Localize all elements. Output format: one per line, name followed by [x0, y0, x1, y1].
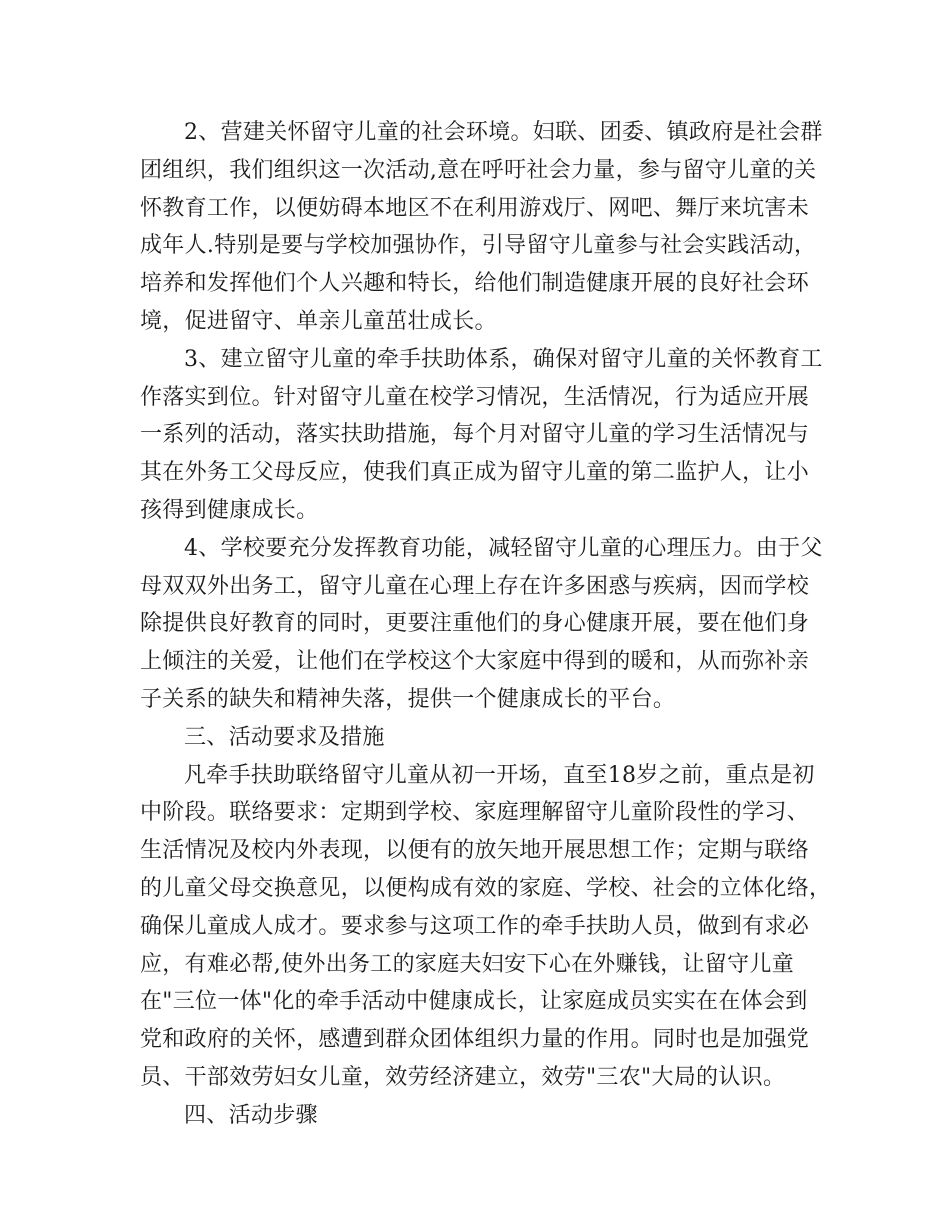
text-line: 凡牵手扶助联络留守儿童从初一开场，直至18岁之前，重点是初: [184, 762, 815, 788]
text-line: 中阶段。联络要求：定期到学校、家庭理解留守儿童阶段性的学习、: [140, 800, 810, 826]
text-line: 作落实到位。针对留守儿童在校学习情况，生活情况，行为适应开展: [140, 384, 810, 410]
text-line: 团组织，我们组织这一次活动,意在呼吁社会力量，参与留守儿童的关: [140, 157, 817, 183]
text-line: 的儿童父母交换意见，以便构成有效的家庭、学校、社会的立体化络，: [140, 875, 832, 901]
text-line: 4、学校要充分发挥教育功能，减轻留守儿童的心理压力。由于父: [184, 535, 823, 561]
paragraph-school-education: [140, 530, 823, 719]
text-line: 2、营建关怀留守儿童的社会环境。妇联、团委、镇政府是社会群: [184, 120, 823, 145]
text-line: 怀教育工作，以便妨碍本地区不在利用游戏厅、网吧、舞厅来坑害未: [140, 195, 810, 221]
paragraph-support-system: [140, 341, 823, 530]
paragraph-requirements-body: [140, 757, 832, 1097]
text-line: 境，促进留守、单亲儿童茁壮成长。: [140, 308, 497, 334]
text-line: 应，有难必帮,使外出务工的家庭夫妇安下心在外赚钱，让留守儿童: [140, 951, 794, 977]
text-line: 除提供良好教育的同时，更要注重他们的身心健康开展，要在他们身: [140, 611, 810, 637]
text-line: 其在外务工父母反应，使我们真正成为留守儿童的第二监护人，让小: [140, 460, 810, 486]
section-heading-requirements: 三、活动要求及措施: [184, 724, 385, 750]
text-line: 成年人.特别是要与学校加强协作，引导留守儿童参与社会实践活动，: [140, 233, 817, 259]
text-line: 母双双外出务工，留守儿童在心理上存在许多困惑与疾病，因而学校: [140, 573, 810, 599]
text-line: 员、干部效劳妇女儿童，效劳经济建立，效劳"三农"大局的认识。: [140, 1064, 786, 1090]
text-line: 上倾注的关爱，让他们在学校这个大家庭中得到的暖和，从而弥补亲: [140, 649, 810, 675]
paragraph-social-environment: [140, 114, 823, 341]
text-line: 确保儿童成人成才。要求参与这项工作的牵手扶助人员，做到有求必: [140, 913, 810, 939]
text-line: 3、建立留守儿童的牵手扶助体系，确保对留守儿童的关怀教育工: [184, 346, 823, 372]
text-line: 在"三位一体"化的牵手活动中健康成长，让家庭成员实实在在体会到: [140, 989, 808, 1015]
text-line: 党和政府的关怀，感遭到群众团体组织力量的作用。同时也是加强党: [140, 1027, 810, 1053]
text-line: 子关系的缺失和精神失落，提供一个健康成长的平台。: [140, 686, 676, 712]
document-body: [140, 114, 832, 1135]
section-heading-steps: 四、活动步骤: [184, 1102, 318, 1128]
text-line: 生活情况及校内外表现，以便有的放矢地开展思想工作；定期与联络: [140, 838, 810, 864]
text-line: 一系列的活动，落实扶助措施，每个月对留守儿童的学习生活情况与: [140, 422, 810, 448]
text-line: 培养和发挥他们个人兴趣和特长，给他们制造健康开展的良好社会环: [140, 271, 810, 297]
text-line: 孩得到健康成长。: [140, 497, 319, 523]
